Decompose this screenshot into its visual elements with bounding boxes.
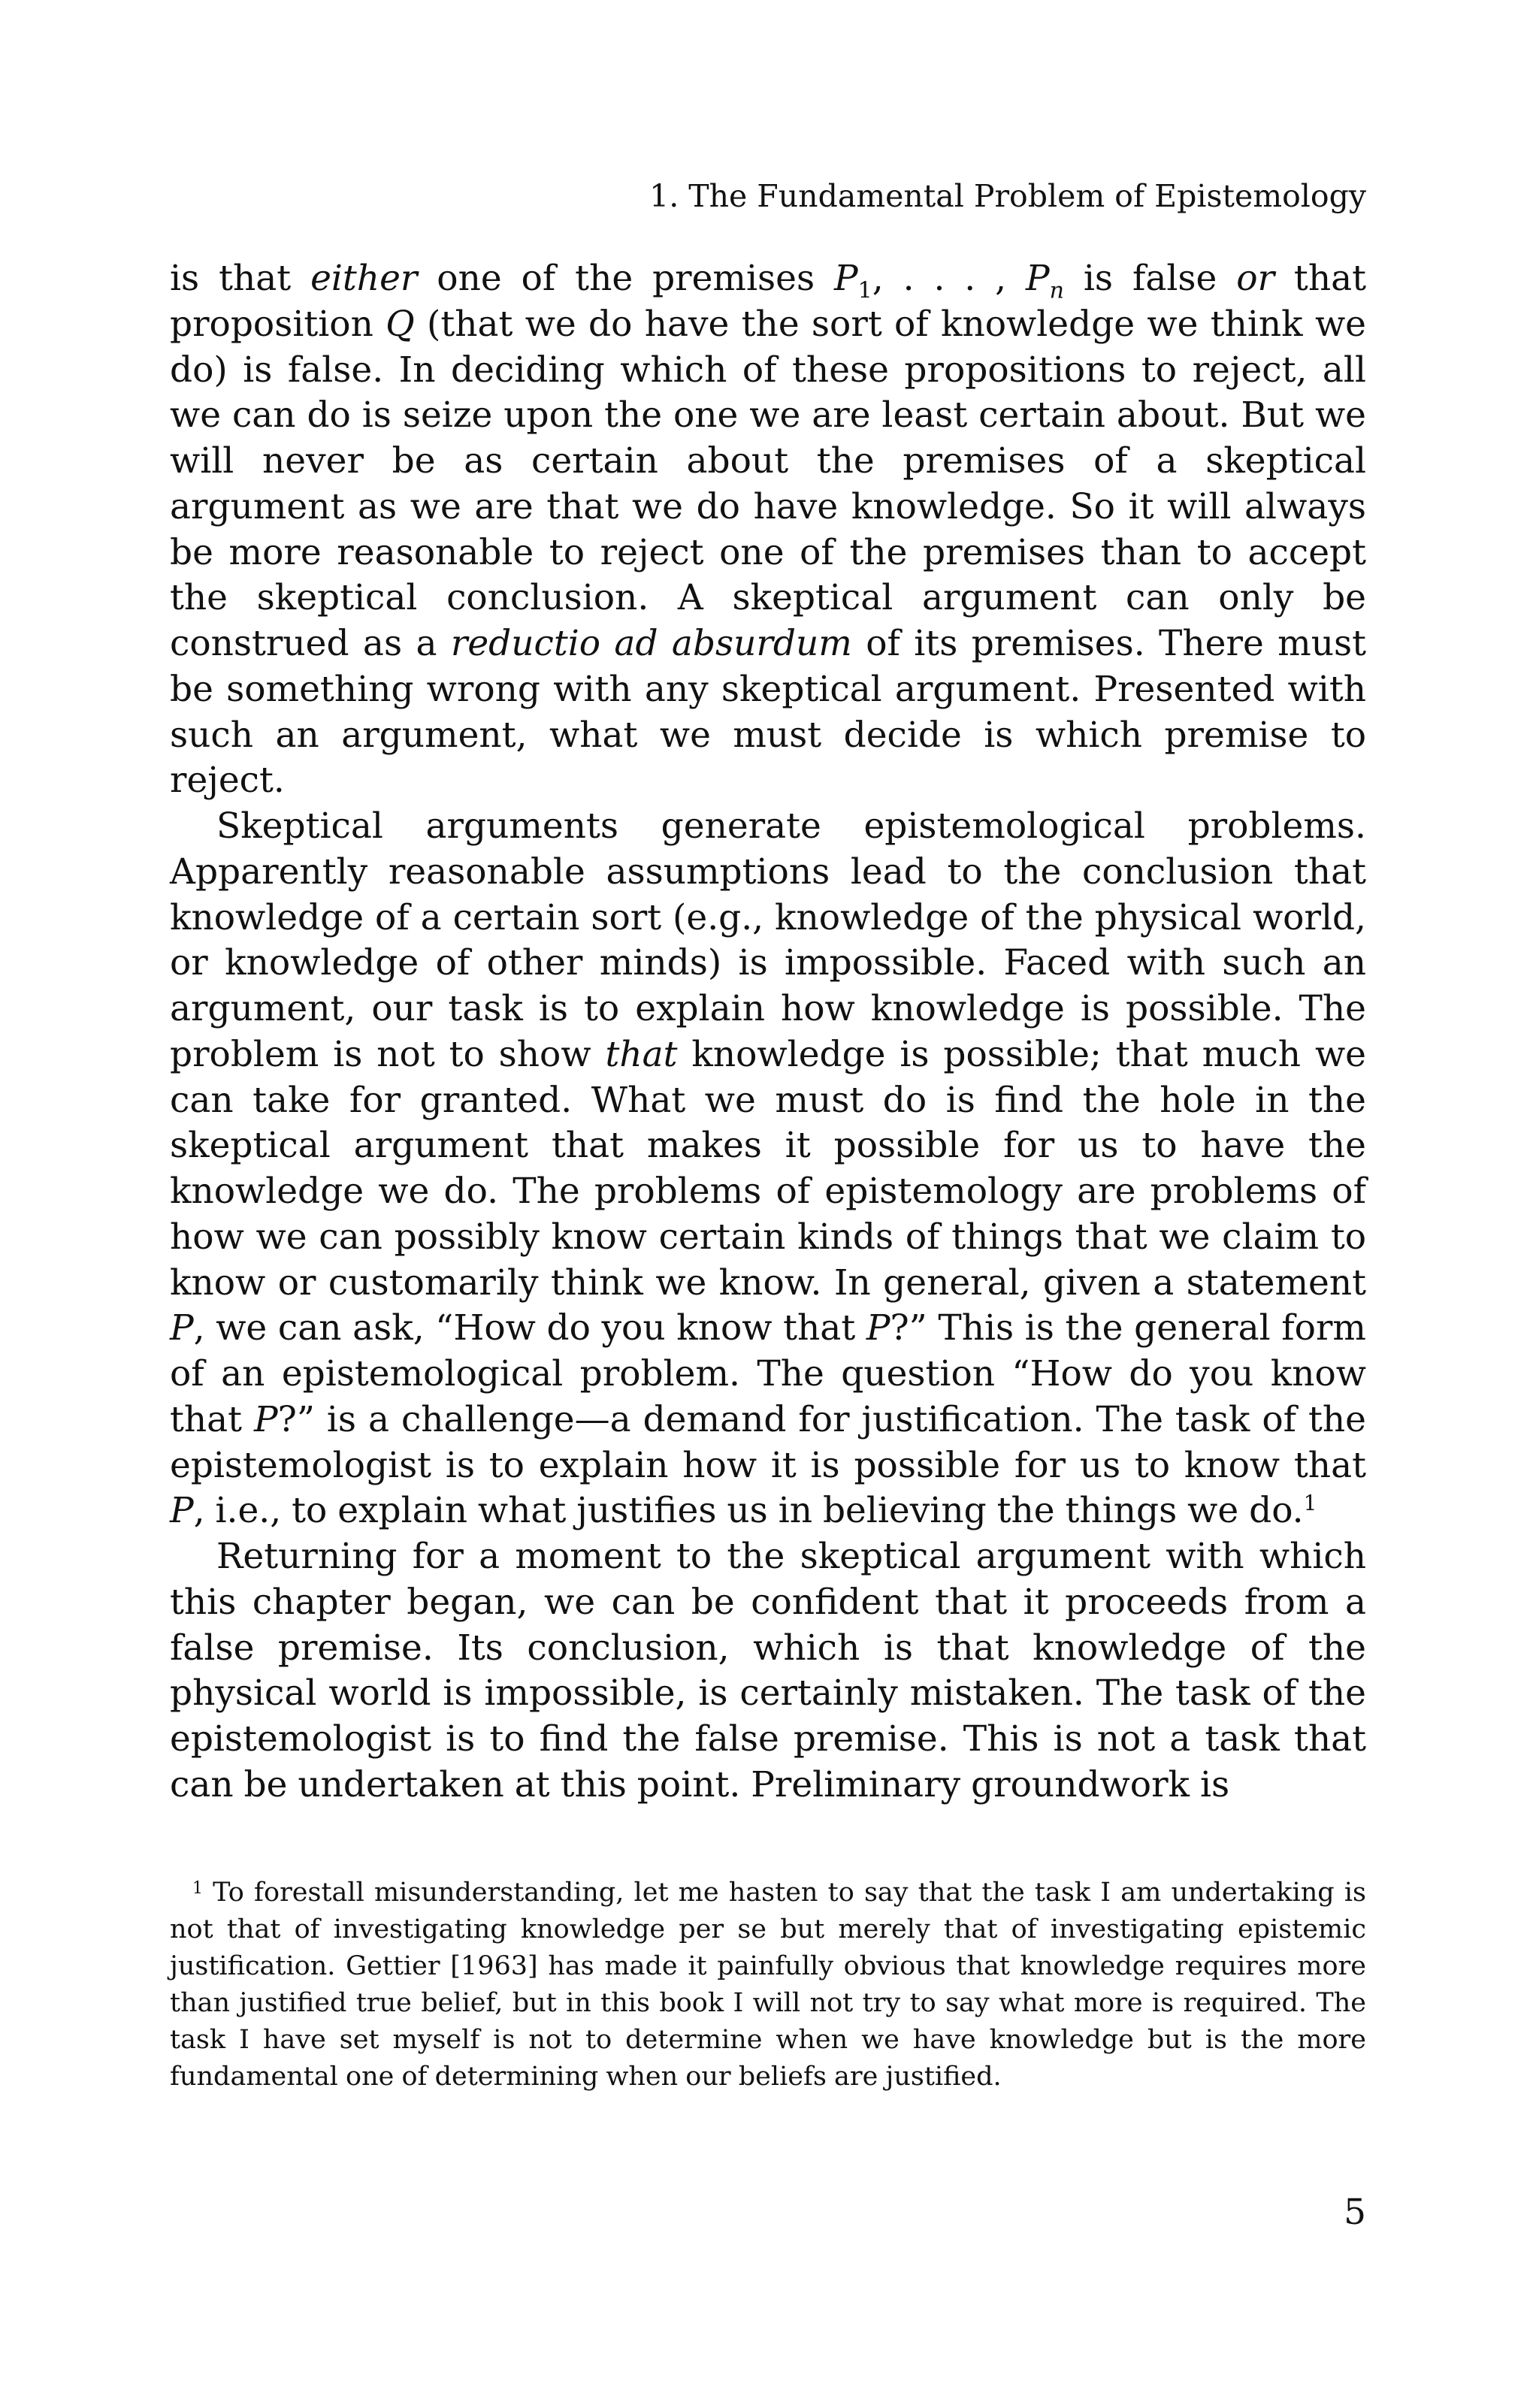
emphasis-or: or	[1236, 258, 1275, 299]
text-run: of its premises. There must be something wrong with any skeptical argument. Presented with such an argument, what we must decide is which premise to reject.	[170, 623, 1366, 802]
text-run: knowledge is possible; that much we can take for granted. What we must do is find the hole in the skeptical argument that makes it possible for us to have the knowledge we do. The problems of epistemology are problems of how we can possibly know certain kinds of things that we claim to know or customarily think we know. In general, given a statement	[170, 1033, 1366, 1304]
emphasis-that: that	[605, 1033, 678, 1075]
emphasis-reductio: reductio ad absurdum	[450, 623, 852, 664]
text-run: Returning for a moment to the skeptical argument with which this chapter began, we can be confident that it proceeds from a false premise. Its conclusion, which is that knowledge of the physical world is impossible, is certainly mistaken. The task of the epistemologist is to find the false premise. This is not a task that can be undertaken at this point. Preliminary groundwork is	[170, 1536, 1366, 1805]
text-run: one of the premises	[417, 258, 835, 299]
paragraph-1	[170, 256, 1366, 804]
text-run: , we can ask, “How do you know that	[193, 1307, 866, 1349]
variable-p: P	[254, 1398, 278, 1440]
footnote-text: To forestall misunderstanding, let me hasten to say that the task I am undertaking is not that of investigating knowledge per se but merely that of investigating epistemic justification. Gettier [1963] has made it painfully obvious that knowledge requires more than justified true belief, but in this book I will not try to say what more is required. The task I have set myself is not to determine when we have knowledge but is the more fundamental one of determining when our beliefs are justified.	[170, 1878, 1366, 2092]
body-text	[170, 256, 1366, 1808]
text-run: ?” is a challenge—a demand for justification. The task of the epistemologist is to explain how it is possible for us to know that	[170, 1398, 1366, 1486]
text-run: is false	[1063, 258, 1237, 299]
footnote-marker: 1	[192, 1879, 203, 1898]
text-run: is that	[170, 258, 311, 299]
footnotes	[170, 1875, 1366, 2095]
paragraph-2	[170, 804, 1366, 1534]
subscript-1: 1	[857, 277, 872, 304]
variable-p: P	[866, 1307, 890, 1349]
text-run: that proposition	[170, 258, 1366, 345]
variable-p: P	[170, 1307, 194, 1349]
text-run: ?” This is the general form of an epistemological problem. The question “How do you know that	[170, 1307, 1366, 1440]
variable-p: P	[834, 258, 858, 299]
running-head: 1. The Fundamental Problem of Epistemology	[649, 178, 1366, 214]
text-run: Skeptical arguments generate epistemological problems. Apparently reasonable assumptions lead to the conclusion that knowledge of a certain sort (e.g., knowledge of the physical world, or knowledge of other minds) is impossible. Faced with such an argument, our task is to explain how knowledge is possible. The problem is not to show	[170, 805, 1366, 1075]
text-run: , i.e., to explain what justifies us in believing the things we do.	[193, 1490, 1304, 1532]
page-number: 5	[1344, 2192, 1366, 2233]
paragraph-3	[170, 1534, 1366, 1808]
text-run: , . . . ,	[872, 258, 1027, 299]
footnote-reference: 1	[1303, 1491, 1317, 1516]
footnote-1	[170, 1875, 1366, 2095]
variable-p: P	[1026, 258, 1050, 299]
subscript-n: n	[1049, 277, 1064, 304]
variable-p: P	[170, 1490, 194, 1532]
emphasis-either: either	[310, 258, 418, 299]
text-run: (that we do have the sort of knowledge we think we do) is false. In deciding which of these propositions to reject, all we can do is seize upon the one we are least certain about. But we will never be as certain about the premises of a skeptical argument as we are that we do have knowledge. So it will always be more reasonable to reject one of the premises than to accept the skeptical conclusion. A skeptical argument can only be construed as a	[170, 303, 1366, 664]
variable-q: Q	[386, 303, 415, 345]
